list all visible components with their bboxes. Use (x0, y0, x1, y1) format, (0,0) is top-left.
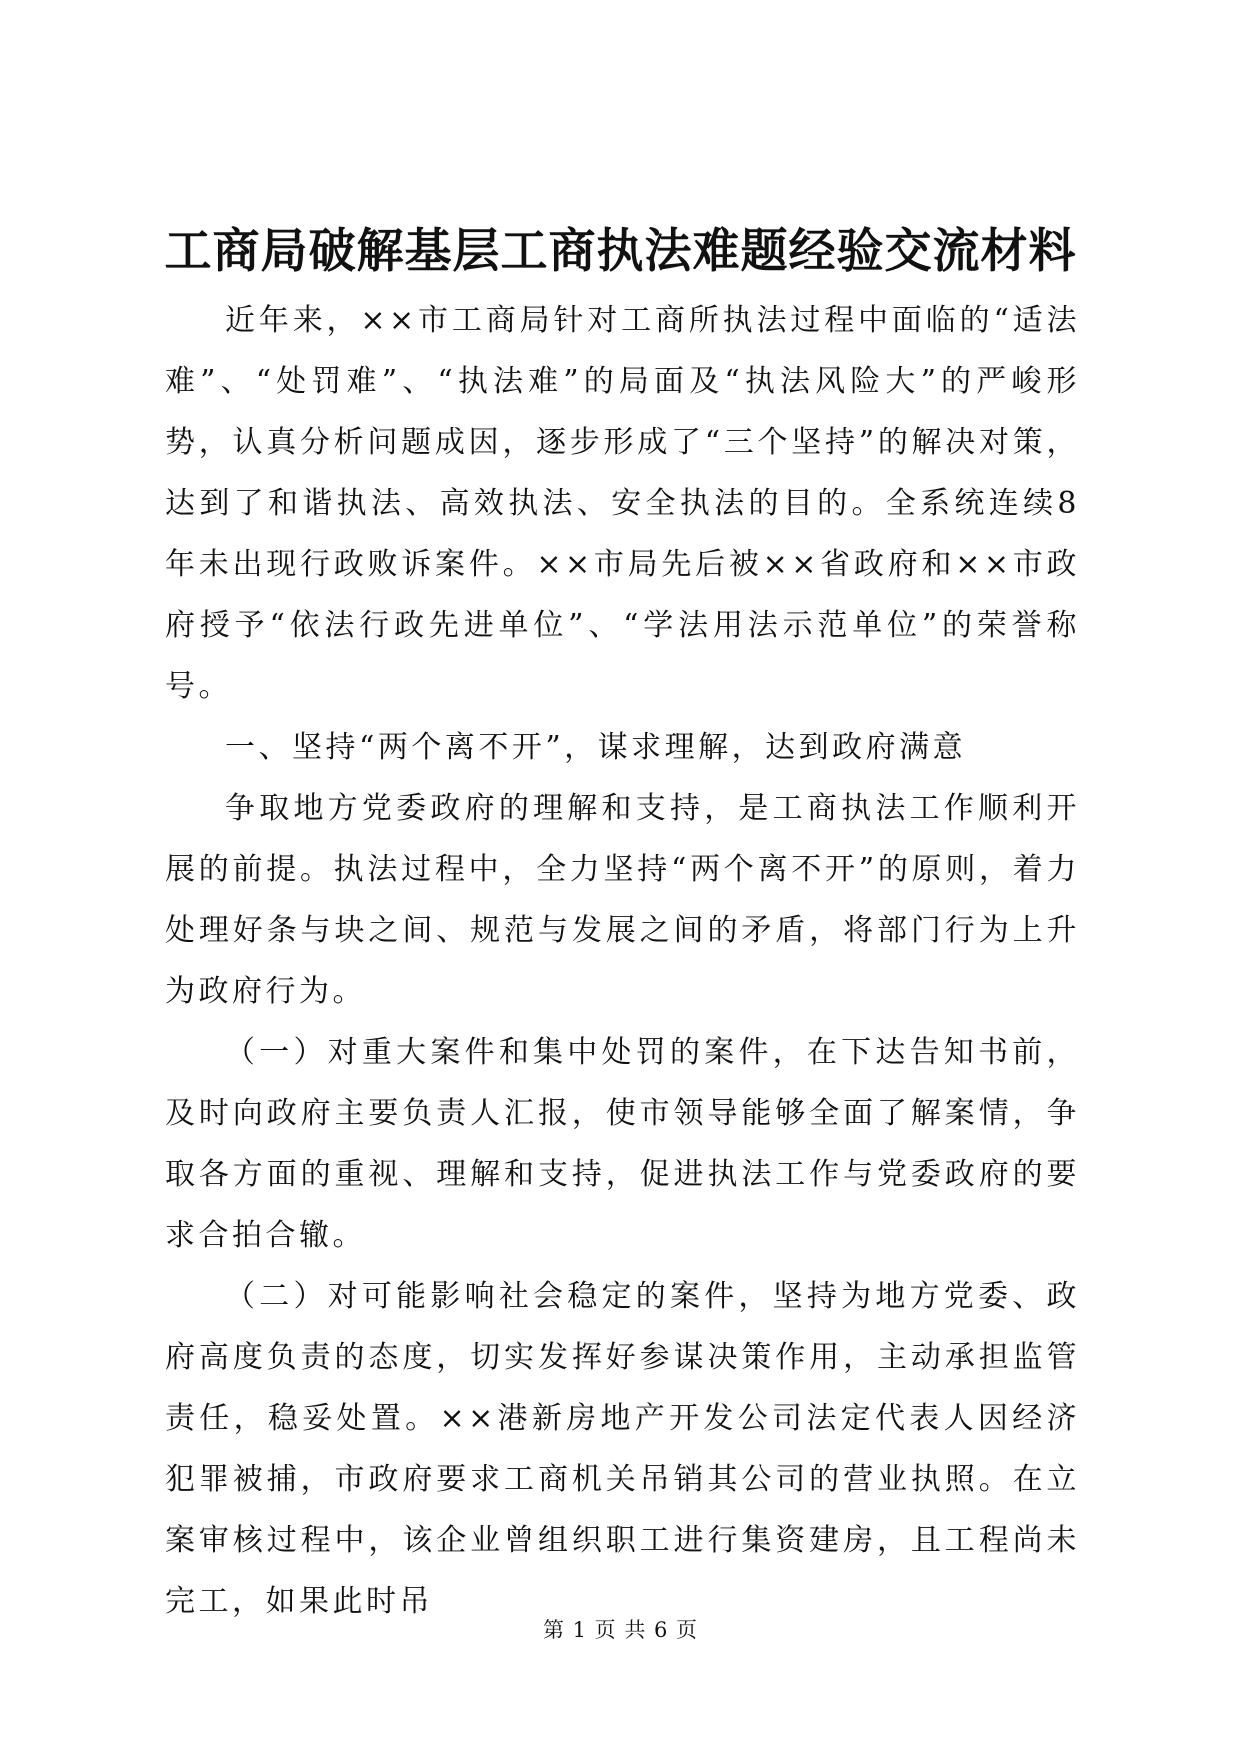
paragraph-section-1: 争取地方党委政府的理解和支持，是工商执法工作顺利开展的前提。执法过程中，全力坚持“两个离不开”的原则，着力处理好条与块之间、规范与发展之间的矛盾，将部门行为上升为政府行为。 (165, 791, 1080, 1009)
paragraph-intro: 近年来，××市工商局针对工商所执法过程中面临的“适法难”、“处罚难”、“执法难”的局面及“执法风险大”的严峻形势，认真分析问题成因，逐步形成了“三个坚持”的解决对策，达到了和谐执法、高效执法、安全执法的目的。全系统连续8年未出现行政败诉案件。××市局先后被××省政府和××市政府授予“依法行政先进单位”、“学法用法示范单位”的荣誉称号。 (165, 303, 1080, 704)
paragraph-item-1: （一）对重大案件和集中处罚的案件，在下达告知书前，及时向政府主要负责人汇报，使市领导能够全面了解案情，争取各方面的重视、理解和支持，促进执法工作与党委政府的要求合拍合辙。 (165, 1035, 1080, 1253)
document-body (165, 290, 1080, 1632)
page-number-footer: 第 1 页 共 6 页 (542, 1618, 699, 1642)
section-heading-1: 一、坚持“两个离不开”，谋求理解，达到政府满意 (225, 730, 967, 765)
document-title: 工商局破解基层工商执法难题经验交流材料 (164, 224, 1077, 279)
paragraph-item-2: （二）对可能影响社会稳定的案件，坚持为地方党委、政府高度负责的态度，切实发挥好参谋决策作用，主动承担监管责任，稳妥处置。××港新房地产开发公司法定代表人因经济犯罪被捕，市政府要求工商机关吊销其公司的营业执照。在立案审核过程中，该企业曾组织职工进行集资建房，且工程尚未完工，如果此时吊 (165, 1279, 1080, 1619)
